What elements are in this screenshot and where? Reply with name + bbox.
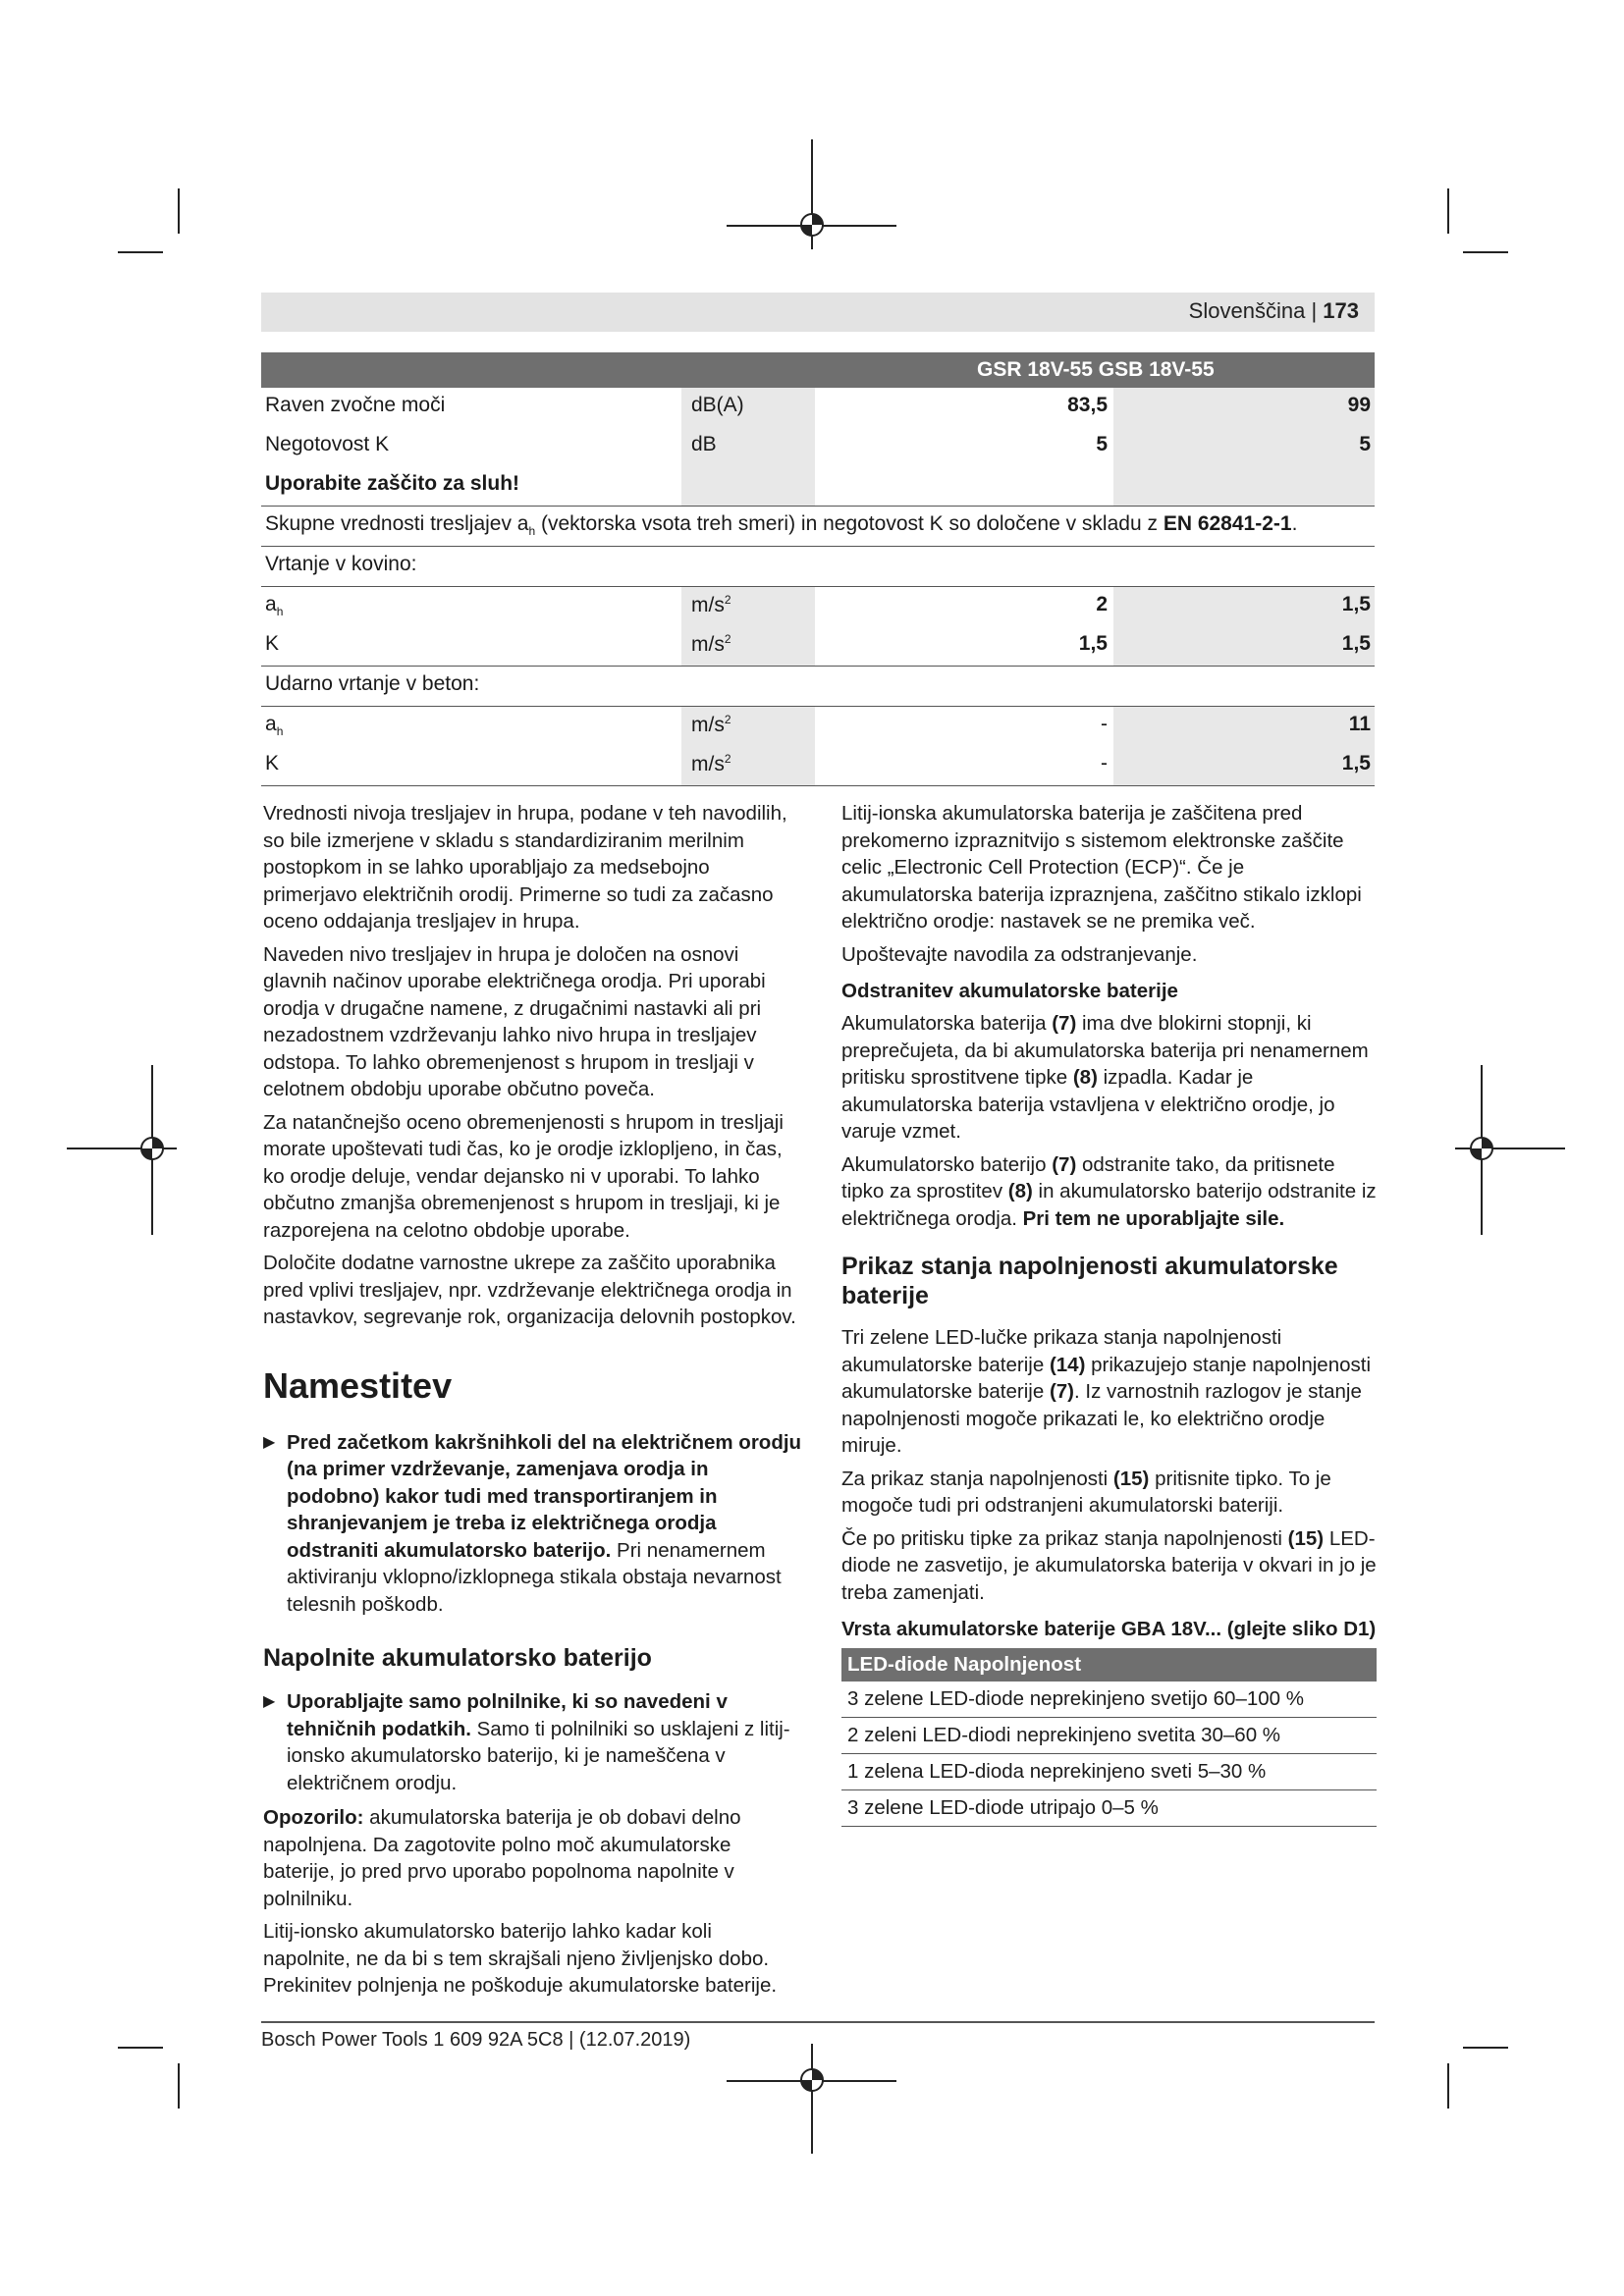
unit-cell — [681, 466, 815, 506]
registration-line — [811, 2044, 813, 2154]
vibration-note — [265, 512, 1297, 538]
note-text: . — [1291, 512, 1298, 535]
symbol: a — [265, 593, 277, 615]
row-label: Negotovost K — [265, 433, 390, 455]
page-footer: Bosch Power Tools 1 609 92A 5C8 | (12.07.2019) — [261, 2029, 691, 2051]
section-label: Vrtanje v kovino: — [265, 553, 417, 575]
row-label: K — [265, 752, 280, 774]
note-paragraph — [263, 1804, 803, 1912]
note-subscript: h — [528, 524, 536, 539]
section-heading: Namestitev — [263, 1364, 453, 1406]
gsb-value: 1,5 — [1113, 746, 1375, 785]
registration-target-icon — [795, 208, 829, 241]
paragraph — [841, 1466, 1377, 1520]
row-label — [265, 713, 283, 738]
left-text-column — [263, 800, 803, 2005]
paragraph — [841, 1010, 1377, 1146]
row-unit — [681, 587, 815, 626]
paragraph: Naveden nivo tresljajev in hrupa je določen na osnovi glavnih načinov uporabe električnega orodja. Pri uporabi orodja v drugačne namene, z drugačnimi nastavki ali pri nezadostnem vzdrževanju lahko nivo hrupa in tresljajev odstopa. To lahko obremenjenost s hrupom in tresljaji v celotnem obdobju uporabe občutno poveča. — [263, 942, 766, 1100]
gsr-value: - — [1101, 752, 1108, 774]
led-status-table — [841, 1648, 1377, 1827]
text: LED-diode ne zasvetijo, je akumulatorska baterija v okvari in jo je treba zamenjati. — [841, 1526, 1377, 1604]
page-header — [261, 293, 1375, 332]
paragraph: Litij-ionska akumulatorska baterija je zaščitena pred prekomerno izpraznitvijo s sistemom elektronske zaščite celic „Electronic Cell Protection (ECP)“. Če je akumulatorska baterija izpraznjena, zaščitno stikalo izklopi električno orodje: nastavek se ne premika več. — [841, 802, 1362, 933]
gsb-cell — [1113, 466, 1375, 506]
unit-text: m/s — [691, 753, 725, 775]
table-row — [261, 466, 1375, 507]
subsection-heading: Odstranitev akumulatorske baterije — [841, 980, 1178, 1002]
triangle-bullet-icon: ▶ — [263, 1433, 276, 1451]
crop-mark — [1447, 2063, 1449, 2109]
part-reference: (14) — [1049, 1353, 1086, 1376]
page-number: 173 — [1323, 298, 1359, 323]
hearing-protection-warning: Uporabite zaščito za sluh! — [265, 472, 520, 495]
table-row — [261, 427, 1375, 466]
crop-mark — [1447, 188, 1449, 234]
paragraph: Upoštevajte navodila za odstranjevanje. — [841, 942, 1198, 966]
row-label: K — [265, 632, 280, 655]
table-note-row — [261, 507, 1375, 547]
symbol-subscript: h — [276, 724, 284, 739]
crop-mark — [178, 188, 180, 234]
unit-text: m/s — [691, 633, 725, 656]
text: Akumulatorsko baterijo — [841, 1152, 1053, 1176]
text: izpadla. Kadar je akumulatorska baterija vstavljena v električno orodje, jo varuje vzmet. — [841, 1066, 1335, 1143]
unit-text: m/s — [691, 714, 725, 736]
unit-exponent: 2 — [724, 713, 731, 726]
row-unit: dB — [681, 427, 815, 466]
crop-mark — [178, 2063, 180, 2109]
row-unit: dB(A) — [681, 388, 815, 427]
header-separator: | — [1311, 298, 1318, 323]
text: in akumulatorsko baterijo odstranite iz električnega orodja. — [841, 1180, 1377, 1230]
unit-exponent: 2 — [724, 593, 731, 607]
subsection-heading: Vrsta akumulatorske baterije GBA 18V... (glejte sliko D1) — [841, 1618, 1377, 1640]
table-row — [261, 707, 1375, 746]
table-header: LED-diode Napolnjenost — [841, 1648, 1377, 1682]
model-header: GSR 18V-55 GSB 18V-55 — [977, 358, 1215, 381]
row-unit — [681, 626, 815, 666]
part-reference: (8) — [1072, 1066, 1098, 1089]
subsection-heading: Napolnite akumulatorsko baterijo — [263, 1644, 652, 1672]
table-row — [261, 746, 1375, 786]
right-text-column — [841, 800, 1377, 1827]
crop-mark — [1463, 2047, 1508, 2049]
note-text: Skupne vrednosti tresljajev a — [265, 512, 529, 535]
note-text: akumulatorska baterija je ob dobavi delno napolnjena. Da zagotovite polno moč akumulatorske baterije, jo pred prvo uporabo popolnoma napolnite v polnilniku. — [263, 1806, 741, 1910]
paragraph: Litij-ionsko akumulatorsko baterijo lahko kadar koli napolnite, ne da bi s tem skrajšali njeno življenjsko dobo. Prekinitev polnjenja ne poškoduje akumulatorske baterije. — [263, 1920, 778, 1997]
registration-target-icon — [795, 2063, 829, 2097]
row-unit — [681, 746, 815, 785]
symbol-subscript: h — [276, 605, 284, 619]
gsr-value: 83,5 — [1067, 394, 1108, 416]
paragraph: Za natančnejšo oceno obremenjenosti s hrupom in tresljaji morate upoštevati tudi čas, ko je orodje izklopljeno, in čas, ko orodje deluje, vendar dejansko ni v uporabi. To lahko občutno zmanjša obremenjenost s hrupom in tresljaji, ki je razporejena na celotno obdobje uporabe. — [263, 1110, 784, 1242]
subsection-heading: Prikaz stanja napolnjenosti akumulatorske baterije — [841, 1253, 1338, 1309]
table-row: 2 zeleni LED-diodi neprekinjeno svetita 30–60 % — [841, 1718, 1377, 1754]
table-row — [261, 626, 1375, 667]
paragraph — [841, 1151, 1377, 1233]
bullet-bold-text: Uporabljajte samo polnilnike, ki so navedeni v tehničnih podatkih. — [287, 1690, 728, 1740]
text: ima dve blokirni stopnji, ki preprečujeta, da bi akumulatorska baterija pri nenamernem pritisku sprostitvene tipke — [841, 1012, 1369, 1089]
gsb-value: 99 — [1113, 388, 1375, 427]
part-reference: (7) — [1052, 1012, 1077, 1035]
part-reference: (7) — [1052, 1152, 1077, 1176]
table-header — [261, 352, 1375, 388]
crop-mark — [118, 2047, 163, 2049]
safety-bullet — [263, 1429, 803, 1619]
registration-target-icon — [135, 1132, 169, 1165]
table-row: 3 zelene LED-diode utripajo 0–5 % — [841, 1790, 1377, 1827]
text: . Iz varnostnih razlogov je stanje napolnjenosti mogoče prikazati le, ko električno orodje miruje. — [841, 1380, 1362, 1457]
specification-table — [261, 352, 1375, 786]
table-row: 1 zelena LED-dioda neprekinjeno sveti 5–30 % — [841, 1754, 1377, 1790]
row-label: Raven zvočne moči — [265, 394, 446, 416]
unit-text: m/s — [691, 594, 725, 616]
registration-target-icon — [1465, 1132, 1498, 1165]
gsb-value: 1,5 — [1113, 587, 1375, 626]
part-reference: (15) — [1112, 1467, 1150, 1490]
text: Za prikaz stanja napolnjenosti — [841, 1467, 1113, 1490]
text: Akumulatorska baterija — [841, 1012, 1053, 1035]
table-section-row — [261, 667, 1375, 707]
paragraph: Vrednosti nivoja tresljajev in hrupa, podane v teh navodilih, so bile izmerjene v skladu s standardiziranim merilnim postopkom in se lahko uporabljajo za medsebojno primerjavo električnih orodij. Primerne so tudi za začasno oceno oddajanja tresljajev in hrupa. — [263, 802, 787, 933]
footer-rule — [261, 2021, 1375, 2023]
table-section-row — [261, 547, 1375, 587]
text: pritisnite tipko. To je mogoče tudi pri odstranjeni akumulatorski bateriji. — [841, 1467, 1331, 1517]
gsr-value: 2 — [1096, 593, 1108, 615]
text: odstranite tako, da pritisnete tipko za sprostitev — [841, 1152, 1335, 1202]
symbol: a — [265, 713, 277, 735]
part-reference: (15) — [1287, 1526, 1325, 1550]
note-text: (vektorska vsota treh smeri) in negotovost K so določene v skladu z — [535, 512, 1164, 535]
unit-exponent: 2 — [724, 632, 731, 646]
gsr-value: 5 — [1096, 433, 1108, 455]
section-label: Udarno vrtanje v beton: — [265, 672, 480, 695]
bullet-text: Samo ti polnilniki so usklajeni z litij-ionsko akumulatorsko baterijo, ki je nameščena v električnem orodju. — [287, 1717, 790, 1794]
text: Če po pritisku tipke za prikaz stanja napolnjenosti — [841, 1526, 1288, 1550]
crop-mark — [1463, 251, 1508, 253]
standard-reference: EN 62841-2-1 — [1163, 512, 1292, 535]
note-label: Opozorilo: — [263, 1806, 364, 1829]
bold-text: Pri tem ne uporabljajte sile. — [1022, 1206, 1285, 1230]
bullet-bold-text: Pred začetkom kakršnihkoli del na električnem orodju (na primer vzdrževanje, zamenjava orodja in podobno) kakor tudi med transportiranjem in shranjevanjem je treba iz električnega orodja odstraniti akumulatorsko baterijo. — [287, 1430, 802, 1562]
safety-bullet — [263, 1688, 803, 1796]
table-row: 3 zelene LED-diode neprekinjeno svetijo 60–100 % — [841, 1682, 1377, 1718]
text: prikazujejo stanje napolnjenosti akumulatorske baterije — [841, 1353, 1372, 1403]
row-unit — [681, 707, 815, 746]
unit-exponent: 2 — [724, 752, 731, 766]
text: Tri zelene LED-lučke prikaza stanja napolnjenosti akumulatorske baterije — [841, 1326, 1282, 1376]
part-reference: (8) — [1007, 1180, 1033, 1202]
triangle-bullet-icon: ▶ — [263, 1693, 276, 1710]
part-reference: (7) — [1049, 1380, 1074, 1403]
gsb-value: 1,5 — [1113, 626, 1375, 666]
bullet-text: Pri nenamernem aktiviranju vklopno/izklopnega stikala obstaja nevarnost telesnih poškodb. — [287, 1538, 782, 1616]
header-language: Slovenščina — [1188, 298, 1306, 323]
gsb-value: 5 — [1113, 427, 1375, 466]
paragraph — [841, 1525, 1377, 1607]
row-label — [265, 593, 283, 618]
gsb-value: 11 — [1113, 707, 1375, 746]
table-row — [261, 587, 1375, 626]
gsr-value: 1,5 — [1078, 632, 1108, 655]
running-head — [1189, 298, 1359, 324]
paragraph — [841, 1324, 1377, 1460]
table-row — [261, 388, 1375, 427]
crop-mark — [118, 251, 163, 253]
gsr-value: - — [1101, 713, 1108, 735]
paragraph: Določite dodatne varnostne ukrepe za zaščito uporabnika pred vplivi tresljajev, npr. vzdrževanje električnega orodja in nastavkov, segrevanje rok, organizacija delovnih postopkov. — [263, 1252, 796, 1328]
